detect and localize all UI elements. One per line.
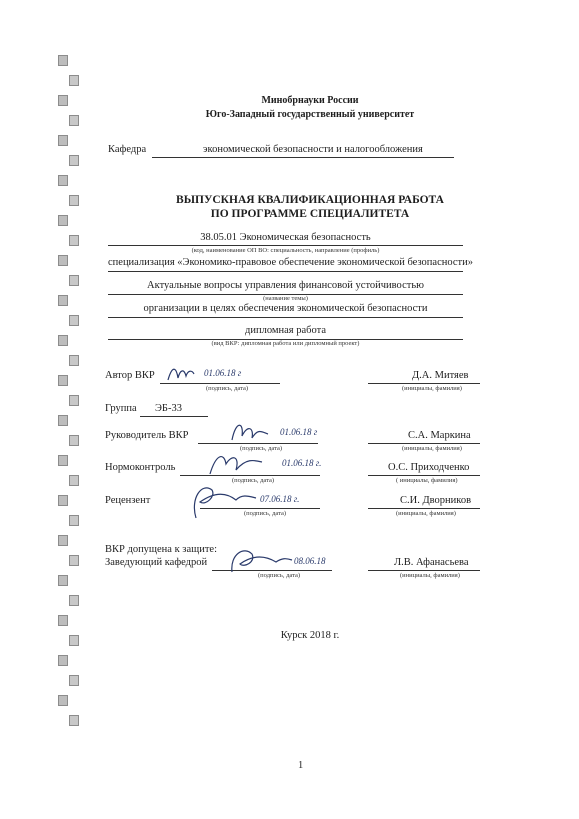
group-underline [140, 416, 208, 417]
author-name-caption: (инициалы, фамилия) [402, 385, 462, 392]
binding-hole [69, 555, 79, 566]
city-year: Курск 2018 г. [280, 630, 340, 641]
group-value: ЭБ-33 [155, 403, 182, 414]
binding-hole [58, 255, 68, 266]
supervisor-name-caption: (инициалы, фамилия) [402, 445, 462, 452]
binding-hole [58, 415, 68, 426]
binding-hole [58, 615, 68, 626]
topic-underline-2 [108, 317, 463, 318]
reviewer-label: Рецензент [105, 495, 151, 506]
binding-hole [69, 115, 79, 126]
author-signature [166, 362, 276, 386]
binding-hole [58, 295, 68, 306]
normcontrol-name-caption: ( инициалы, фамилия) [396, 477, 458, 484]
binding-hole [69, 715, 79, 726]
binding-hole [69, 435, 79, 446]
binding-hole [58, 135, 68, 146]
supervisor-name: С.А. Маркина [408, 430, 471, 441]
binding-hole [58, 695, 68, 706]
binding-hole [58, 215, 68, 226]
admission-sign-caption: (подпись, дата) [258, 572, 301, 579]
department-underline [152, 157, 454, 158]
author-sign-date: 01.06.18 г [204, 368, 242, 378]
reviewer-signature [186, 478, 326, 522]
department-value: экономической безопасности и налогообложения [203, 144, 423, 155]
page-number: 1 [298, 760, 304, 771]
binding-hole [58, 655, 68, 666]
admission-sign-date: 08.06.18 [294, 556, 326, 566]
normcontrol-label: Нормоконтроль [105, 462, 176, 473]
author-sign-caption: (подпись, дата) [206, 385, 249, 392]
reviewer-name-caption: (инициалы, фамилия) [396, 510, 456, 517]
binding-hole [58, 535, 68, 546]
admission-name-line [368, 570, 480, 571]
spiral-binding [58, 55, 80, 745]
specialty-underline [108, 245, 463, 246]
topic-caption: (название темы) [263, 295, 308, 302]
binding-hole [58, 375, 68, 386]
binding-hole [69, 235, 79, 246]
binding-hole [69, 155, 79, 166]
binding-hole [58, 55, 68, 66]
binding-hole [58, 175, 68, 186]
work-type: дипломная работа [245, 325, 326, 336]
document-title-line1: ВЫПУСКНАЯ КВАЛИФИКАЦИОННАЯ РАБОТА [176, 194, 444, 206]
supervisor-sign-caption: (подпись, дата) [240, 445, 283, 452]
author-label: Автор ВКР [105, 370, 155, 381]
specialization-underline [108, 271, 463, 272]
reviewer-sign-caption: (подпись, дата) [244, 510, 287, 517]
university-name: Юго-Западный государственный университет [205, 109, 415, 120]
author-name-line [368, 383, 480, 384]
binding-hole [69, 355, 79, 366]
binding-hole [58, 575, 68, 586]
specialty-caption: (код, наименование ОП ВО: специальность, направление (профиль) [191, 247, 380, 254]
work-type-caption: (вид ВКР: дипломная работа или дипломный проект) [211, 340, 360, 347]
document-title-line2: ПО ПРОГРАММЕ СПЕЦИАЛИТЕТА [210, 208, 410, 220]
supervisor-label: Руководитель ВКР [105, 430, 189, 441]
normcontrol-name-line [368, 475, 480, 476]
binding-hole [69, 515, 79, 526]
binding-hole [58, 455, 68, 466]
binding-hole [69, 315, 79, 326]
binding-hole [69, 75, 79, 86]
admission-name-caption: (инициалы, фамилия) [400, 572, 460, 579]
admission-line1: ВКР допущена к защите: [105, 544, 217, 555]
reviewer-name-line [368, 508, 480, 509]
topic-line2: организации в целях обеспечения экономической безопасности [143, 303, 428, 314]
binding-hole [69, 395, 79, 406]
binding-hole [58, 95, 68, 106]
admission-line2: Заведующий кафедрой [105, 557, 208, 568]
binding-hole [69, 675, 79, 686]
admission-signature [226, 544, 346, 578]
specialization: специализация «Экономико-правовое обеспечение экономической безопасности» [108, 257, 473, 268]
binding-hole [69, 275, 79, 286]
supervisor-sign-date: 01.06.18 г [280, 427, 318, 437]
specialty-code: 38.05.01 Экономическая безопасность [200, 232, 371, 243]
topic-line1: Актуальные вопросы управления финансовой устойчивостью [147, 280, 424, 291]
normcontrol-sign-caption: (подпись, дата) [232, 477, 275, 484]
group-label: Группа [105, 403, 137, 414]
ministry-name: Минобрнауки России [261, 95, 359, 106]
normcontrol-name: О.С. Приходченко [388, 462, 470, 473]
binding-hole [69, 595, 79, 606]
binding-hole [69, 635, 79, 646]
normcontrol-sign-date: 01.06.18 г. [282, 458, 322, 468]
binding-hole [69, 475, 79, 486]
admission-name: Л.В. Афанасьева [394, 557, 469, 568]
department-label: Кафедра [108, 144, 147, 155]
supervisor-signature [228, 418, 338, 446]
reviewer-name: С.И. Дворников [400, 495, 472, 506]
author-name: Д.А. Митяев [412, 370, 469, 381]
binding-hole [69, 195, 79, 206]
reviewer-sign-date: 07.06.18 г. [260, 494, 300, 504]
binding-hole [58, 495, 68, 506]
binding-hole [58, 335, 68, 346]
supervisor-name-line [368, 443, 480, 444]
normcontrol-signature [206, 450, 336, 480]
